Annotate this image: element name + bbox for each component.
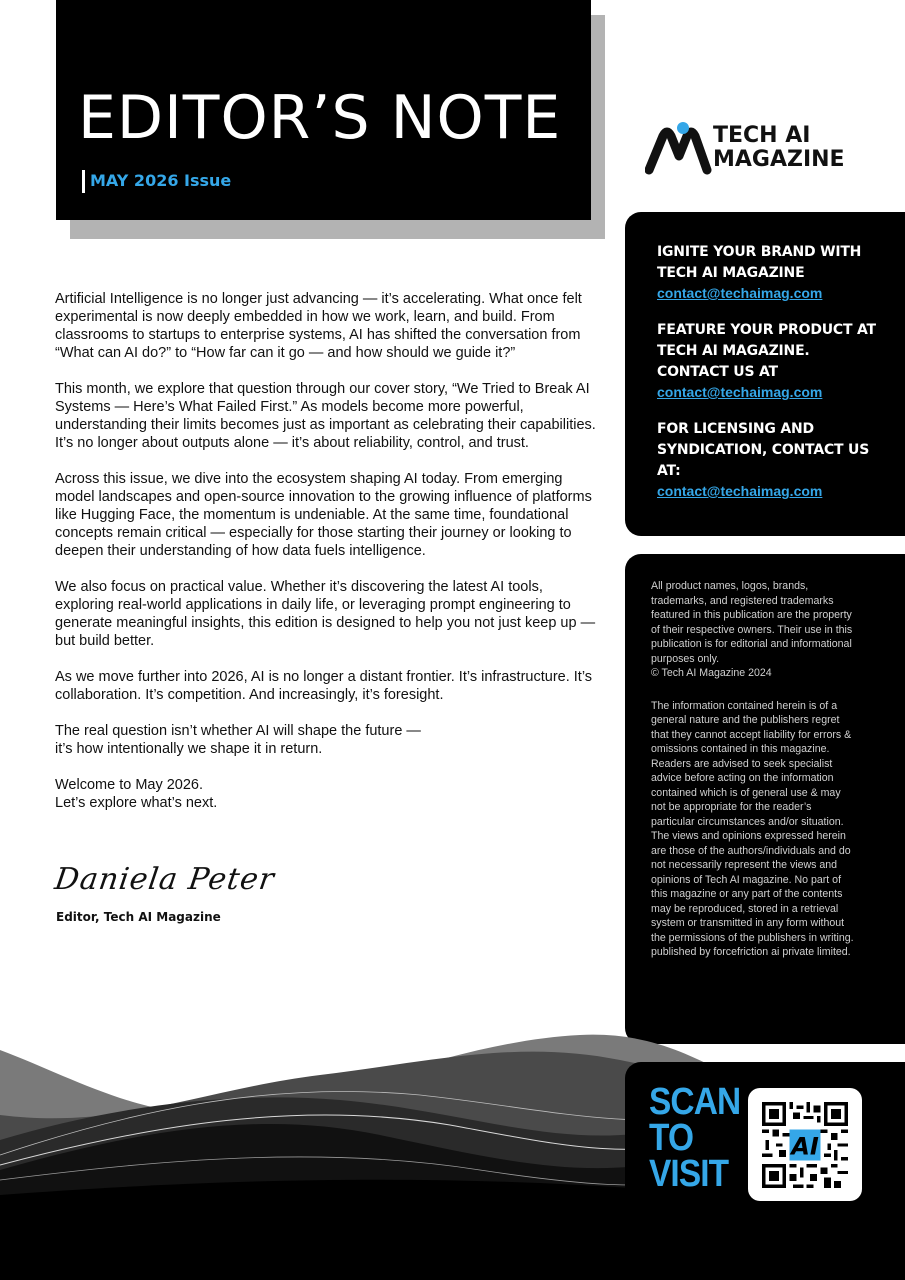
issue-accent-bar: [82, 170, 85, 193]
paragraph: This month, we explore that question through our cover story, “We Tried to Break AI Systems — Here’s What Failed First.” As models become more powerful, understanding their limits becomes just as important as celebrating their capabilities. It’s no longer about outputs alone — it’s about reliability, control, and trust.: [55, 381, 596, 451]
page-title: EDITOR’S NOTE: [78, 83, 562, 153]
svg-text:AI: AI: [791, 1132, 819, 1161]
contact-heading: IGNITE YOUR BRAND WITH TECH AI MAGAZINE: [657, 244, 862, 281]
editor-signature: Daniela Peter: [52, 862, 277, 897]
paragraph: Artificial Intelligence is no longer just advancing — it’s accelerating. What once felt experimental is now deeply embedded in how we work, learn, and build. From classrooms to startups to enterprise systems, AI has shifted the conversation from “What can AI do?” to “How far can it go — and how should we guide it?”: [55, 291, 582, 361]
paragraph: Across this issue, we dive into the ecosystem shaping AI today. From emerging model landscapes and open-source innovation to the growing influence of platforms like Hugging Face, the momentum is undeniable. At the same time, foundational concepts remain critical — especially for those starting their journey or looking to deepen their understanding of how data fuels intelligence.: [55, 471, 592, 559]
qr-code-card[interactable]: [748, 1088, 862, 1201]
disclaimer-text: The information contained herein is of a general nature and the publishers regret that they cannot accept liability for errors & omissions contained in this magazine. Readers are advised to seek specialist advice before acting on the information contained which is of general use & may not be appropriate for the reader’s particular circumstances and/or situation. The views and opinions expressed herein are those of the authors/individuals and do not necessarily represent the views and opinions of Tech AI magazine. No part of this magazine or any part of the contents may be reproduced, stored in a retrieval system or transmitted in any form without the permissions of the publishers in writing. published by forcefriction ai private limited.: [651, 699, 854, 958]
closing-question: [55, 722, 600, 758]
logo-ai-icon: [645, 120, 713, 176]
contact-block: [657, 419, 885, 500]
header-banner: [56, 0, 591, 220]
closing-line: Let’s explore what’s next.: [55, 795, 218, 811]
contact-block: [657, 242, 885, 302]
scan-line: SCAN: [649, 1081, 741, 1123]
paragraph: As we move further into 2026, AI is no longer a distant frontier. It’s infrastructure. It’s collaboration. It’s competition. And increasingly, it’s foresight.: [55, 669, 593, 703]
contact-email-link[interactable]: contact@techaimag.com: [657, 384, 823, 400]
editor-role: Editor, Tech AI Magazine: [56, 910, 221, 924]
closing-line: The real question isn’t whether AI will shape the future —: [55, 723, 421, 739]
legal-panel: [625, 554, 905, 1044]
trademark-text: All product names, logos, brands, trademarks, and registered trademarks featured in this publication are the property of their respective owners. Their use in this publication is for editorial and informational purposes only.: [651, 580, 853, 665]
closing-line: it’s how intentionally we shape it in return.: [55, 741, 323, 757]
contact-email-link[interactable]: contact@techaimag.com: [657, 483, 823, 499]
scan-panel: [625, 1062, 905, 1222]
contact-panel: [625, 212, 905, 536]
contact-heading: FEATURE YOUR PRODUCT AT TECH AI MAGAZINE. CONTACT US AT: [657, 322, 876, 380]
contact-block: [657, 320, 885, 401]
contact-email-link[interactable]: contact@techaimag.com: [657, 285, 823, 301]
qr-code-icon: [762, 1102, 848, 1188]
logo-text-line2: MAGAZINE: [713, 147, 845, 172]
scan-to-visit-label: [649, 1081, 741, 1195]
paragraph: We also focus on practical value. Whether it’s discovering the latest AI tools, exploring real-world applications in daily life, or leveraging prompt engineering to generate meaningful insights, this edition is designed to help you not just keep up — but build better.: [55, 579, 596, 649]
copyright-text: © Tech AI Magazine 2024: [651, 667, 772, 679]
closing-line: Welcome to May 2026.: [55, 777, 204, 793]
contact-heading: FOR LICENSING AND SYNDICATION, CONTACT US AT:: [657, 421, 870, 479]
issue-label: MAY 2026 Issue: [90, 171, 232, 190]
scan-line: TO: [649, 1117, 694, 1159]
editorial-body: [55, 290, 600, 830]
logo-text-line1: TECH AI: [713, 123, 811, 148]
scan-line: VISIT: [649, 1153, 729, 1195]
trademark-notice: [651, 579, 856, 681]
magazine-logo: [645, 120, 860, 180]
closing-welcome: [55, 776, 600, 812]
